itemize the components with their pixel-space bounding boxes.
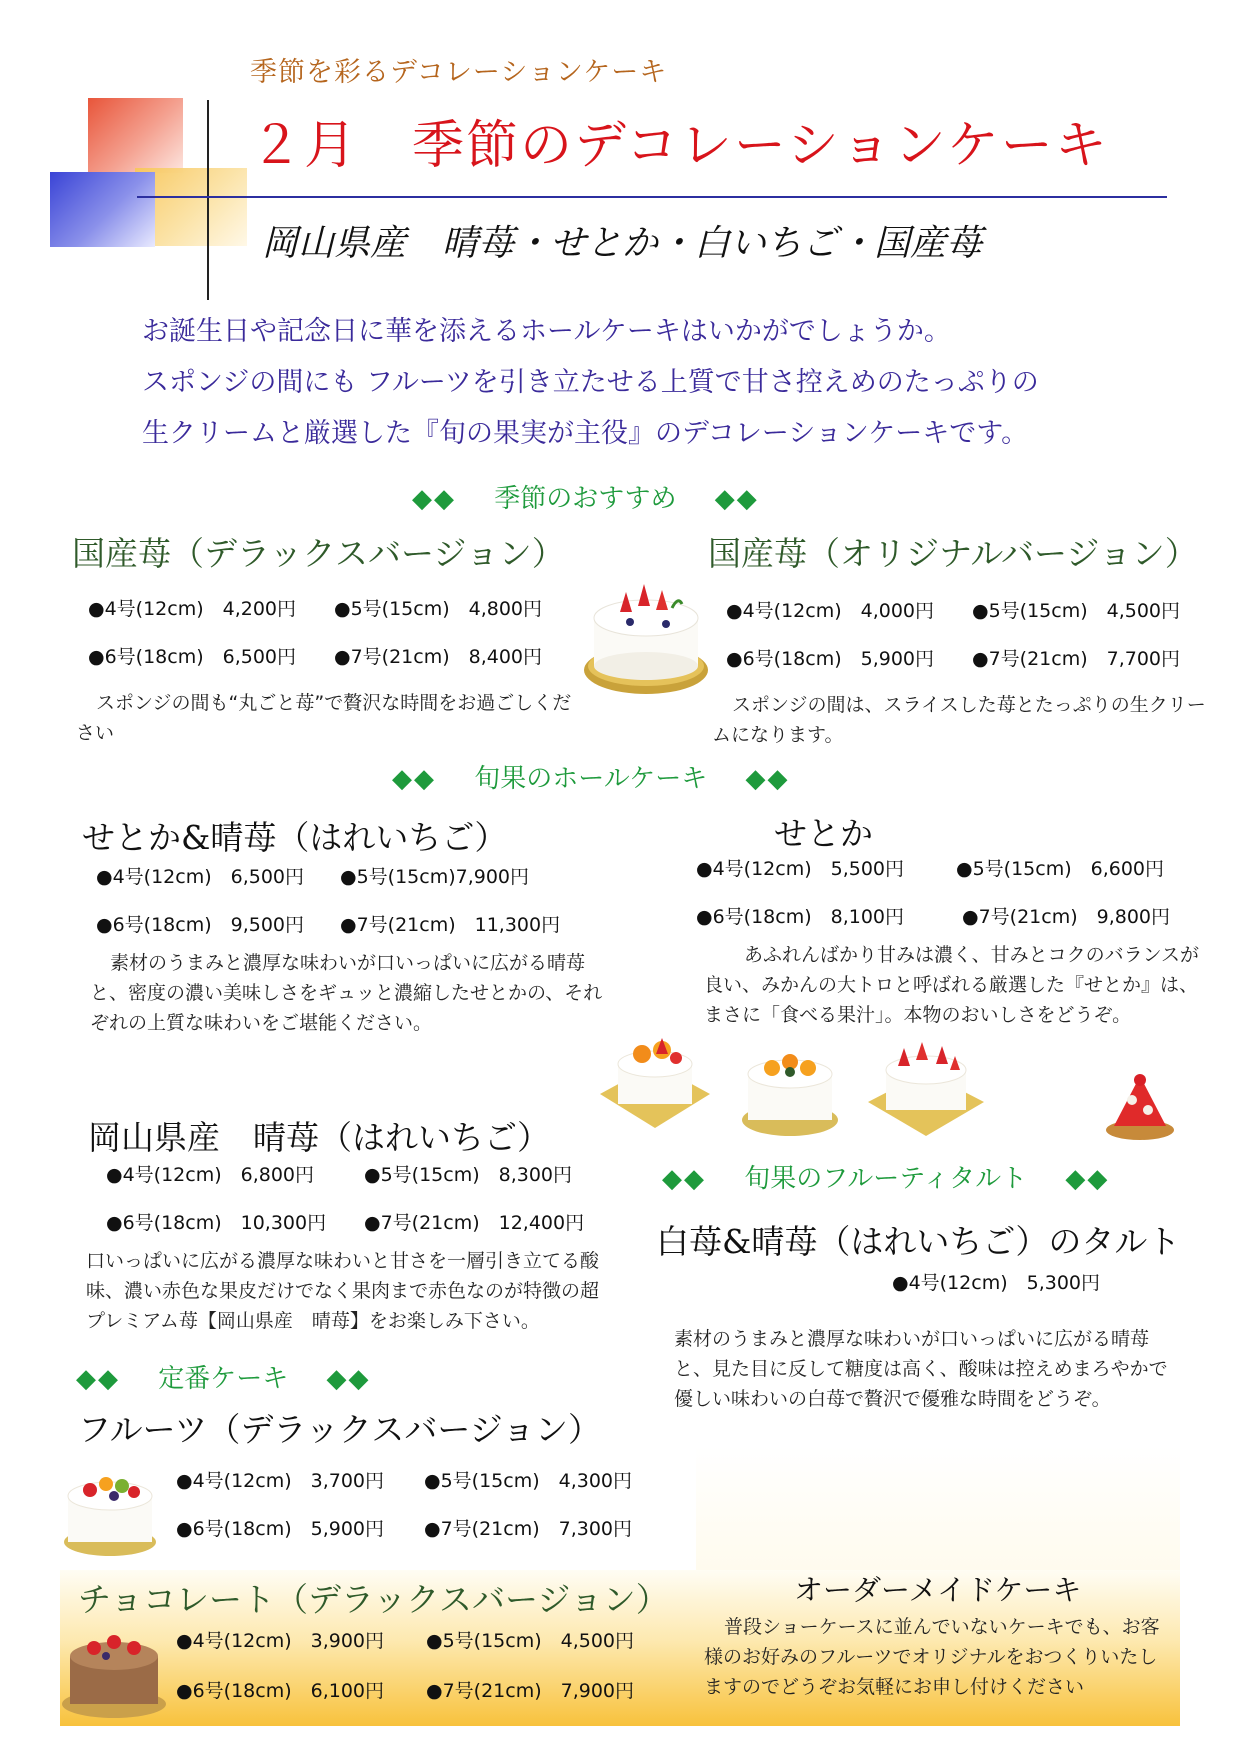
diamond-icon: ◆◆ <box>1065 1164 1110 1194</box>
diamond-icon: ◆◆ <box>714 484 759 514</box>
cake-orange-photo <box>596 1024 714 1134</box>
diamond-icon: ◆◆ <box>76 1364 120 1394</box>
price-7: ●7号(21cm) 11,300円 <box>340 914 561 936</box>
cake-chocolate-photo <box>58 1616 170 1722</box>
product-name-fruit-deluxe: フルーツ（デラックスバージョン） <box>78 1410 602 1449</box>
section-label: 旬果のフルーティタルト <box>744 1164 1028 1194</box>
price-6: ●6号(18cm) 8,100円 <box>696 906 905 928</box>
section-heading-seasonal-whole <box>392 758 790 795</box>
price-6: ●6号(18cm) 6,100円 <box>176 1680 385 1702</box>
section-label: 定番ケーキ <box>158 1364 289 1394</box>
price-5: ●5号(15cm) 4,300円 <box>424 1470 633 1492</box>
section-heading-recommend <box>412 478 759 515</box>
price-5: ●5号(15cm) 4,500円 <box>972 600 1181 622</box>
section-label: 季節のおすすめ <box>494 484 677 514</box>
price-4: ●4号(12cm) 4,000円 <box>726 600 935 622</box>
price-7: ●7号(21cm) 12,400円 <box>364 1212 585 1234</box>
intro-text <box>142 306 1039 459</box>
diamond-icon: ◆◆ <box>745 764 790 794</box>
decor-vertical-rule <box>207 100 209 300</box>
kicker-text: 季節を彩るデコレーションケーキ <box>250 57 668 88</box>
section-heading-standard <box>76 1358 371 1395</box>
price-4: ●4号(12cm) 3,900円 <box>176 1630 385 1652</box>
price-5: ●5号(15cm)7,900円 <box>340 866 530 888</box>
section-heading-tart <box>662 1158 1109 1195</box>
price-4: ●4号(12cm) 4,200円 <box>88 598 297 620</box>
page-subtitle: 岡山県産 晴苺・せとか・白いちご・国産苺 <box>262 223 983 264</box>
price-7: ●7号(21cm) 7,900円 <box>426 1680 635 1702</box>
order-made-title: オーダーメイドケーキ <box>794 1573 1082 1607</box>
product-desc: スポンジの間も“丸ごと苺”で贅沢な時間をお過ごしください <box>76 692 572 744</box>
diamond-icon: ◆◆ <box>412 484 456 514</box>
diamond-icon: ◆◆ <box>662 1164 706 1194</box>
order-made-desc: 普段ショーケースに並んでいないケーキでも、お客様のお好みのフルーツでオリジナルをおつくりいたしますのでどうぞお気軽にお申し付けください <box>704 1616 1160 1698</box>
price-7: ●7号(21cm) 7,300円 <box>424 1518 633 1540</box>
product-name-setoka: せとか <box>774 814 873 853</box>
diamond-icon: ◆◆ <box>326 1364 371 1394</box>
decor-square-blue <box>50 172 155 247</box>
intro-line: スポンジの間にも フルーツを引き立たせる上質で甘さ控えめのたっぷりの <box>142 367 1039 398</box>
price-6: ●6号(18cm) 6,500円 <box>88 646 297 668</box>
cake-orange-photo <box>738 1036 842 1140</box>
price-5: ●5号(15cm) 8,300円 <box>364 1164 573 1186</box>
product-name-setoka-harei: せとか&晴苺（はれいちご） <box>82 818 508 857</box>
price-5: ●5号(15cm) 4,800円 <box>334 598 543 620</box>
price-6: ●6号(18cm) 5,900円 <box>176 1518 385 1540</box>
intro-line: 生クリームと厳選した『旬の果実が主役』のデコレーションケーキです。 <box>142 418 1029 449</box>
section-label: 旬果のホールケーキ <box>474 764 708 794</box>
tart-strawberry-photo <box>1104 1066 1176 1142</box>
order-gradient-fade <box>696 1446 1180 1570</box>
product-name-chocolate-deluxe: チョコレート（デラックスバージョン） <box>78 1580 669 1619</box>
product-desc: 素材のうまみと濃厚な味わいが口いっぱいに広がる晴苺と、見た目に反して糖度は高く、酸味は控えめまろやかで優しい味わいの白苺で贅沢で優雅な時間をどうぞ。 <box>674 1328 1168 1410</box>
header-rule <box>137 196 1167 198</box>
price-5: ●5号(15cm) 6,600円 <box>956 858 1165 880</box>
product-name-okayama-harei: 岡山県産 晴苺（はれいちご） <box>88 1118 550 1157</box>
product-desc: 口いっぱいに広がる濃厚な味わいと甘さを一層引き立てる酸味、濃い赤色な果皮だけでなく果肉まで赤色なのが特徴の超プレミアム苺【岡山県産 晴苺】をお楽しみ下さい。 <box>86 1250 600 1332</box>
decor-square-red <box>88 98 183 173</box>
product-name-original-strawberry: 国産苺（オリジナルバージョン） <box>708 534 1198 573</box>
price-6: ●6号(18cm) 5,900円 <box>726 648 935 670</box>
product-desc: あふれんばかり甘みは濃く、甘みとコクのバランスが良い、みかんの大トロと呼ばれる厳選した『せとか』は、まさに「食べる果汁」。本物のおいしさをどうぞ。 <box>704 944 1200 1026</box>
price-4: ●4号(12cm) 5,300円 <box>892 1272 1101 1294</box>
cake-strawberry-photo <box>864 1030 988 1140</box>
product-name-deluxe-strawberry: 国産苺（デラックスバージョン） <box>72 534 565 573</box>
price-4: ●4号(12cm) 3,700円 <box>176 1470 385 1492</box>
product-name-tart: 白苺&晴苺（はれいちご）のタルト <box>656 1222 1181 1261</box>
cake-fruit-photo <box>58 1456 162 1560</box>
product-desc: 素材のうまみと濃厚な味わいが口いっぱいに広がる晴苺と、密度の濃い美味しさをギュッと濃縮したせとかの、それぞれの上質な味わいをご堪能ください。 <box>90 952 603 1034</box>
price-4: ●4号(12cm) 6,800円 <box>106 1164 315 1186</box>
price-5: ●5号(15cm) 4,500円 <box>426 1630 635 1652</box>
price-4: ●4号(12cm) 6,500円 <box>96 866 305 888</box>
price-7: ●7号(21cm) 7,700円 <box>972 648 1181 670</box>
product-desc: スポンジの間は、スライスした苺とたっぷりの生クリームになります。 <box>712 694 1206 746</box>
price-7: ●7号(21cm) 8,400円 <box>334 646 543 668</box>
diamond-icon: ◆◆ <box>392 764 436 794</box>
intro-line: お誕生日や記念日に華を添えるホールケーキはいかがでしょうか。 <box>142 316 951 347</box>
cake-strawberry-photo <box>580 568 712 700</box>
price-6: ●6号(18cm) 9,500円 <box>96 914 305 936</box>
price-7: ●7号(21cm) 9,800円 <box>962 906 1171 928</box>
price-6: ●6号(18cm) 10,300円 <box>106 1212 327 1234</box>
page-title: ２月 季節のデコレーションケーキ <box>250 116 1109 176</box>
price-4: ●4号(12cm) 5,500円 <box>696 858 905 880</box>
